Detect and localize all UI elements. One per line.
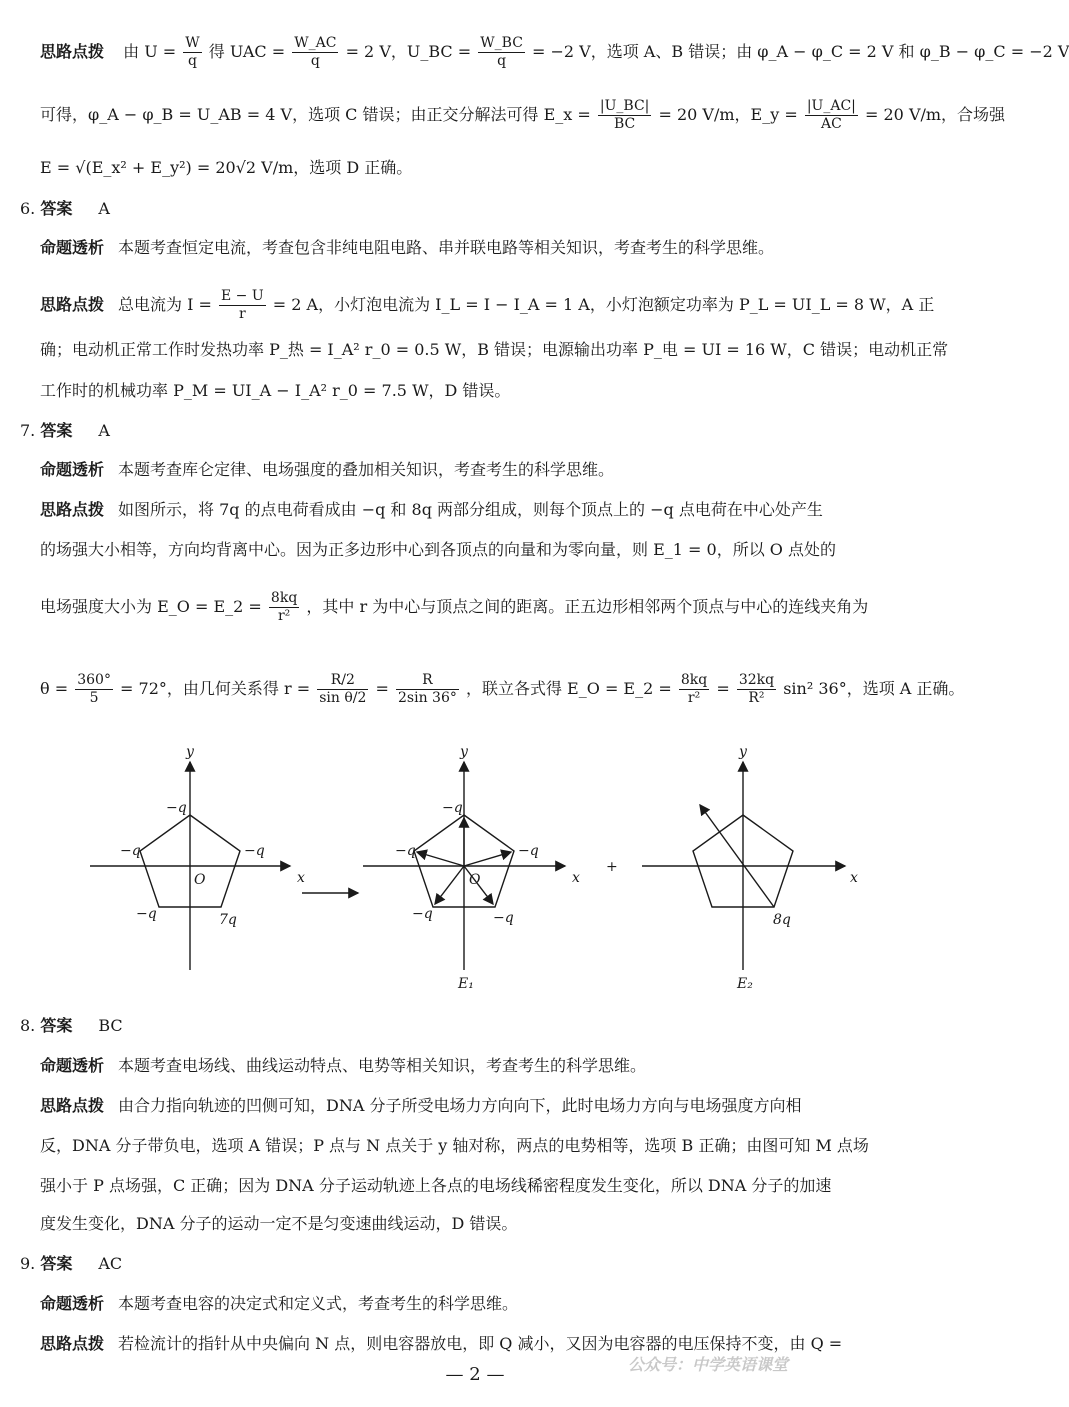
axis-label-x: x <box>297 870 305 886</box>
q8-solution-line-1: 思路点拨 由合力指向轨迹的凹侧可知，DNA 分子所受电场力方向向下，此时电场力方向与电场强度方向相 <box>40 1096 802 1115</box>
q8-solution-line-3: 强小于 P 点场强，C 正确；因为 DNA 分子运动轨迹上各点的电场线稀密程度发生变化，所以 DNA 分子的加速 <box>40 1176 832 1195</box>
charge-label: −q <box>120 843 141 859</box>
q6-solution-line-1: 思路点拨 总电流为 I = $\frac{E - U}{r}$ = 2 A，小灯泡电流为 I_L = I − I_A = 1 A，小灯泡额定功率为 P_L = UI_L = 8 W，A 正 <box>40 288 935 322</box>
field-vector <box>464 852 511 866</box>
fraction: $\frac{W}{q}$ <box>185 35 200 69</box>
e2-vector <box>700 805 774 907</box>
charge-label: −q <box>395 843 416 859</box>
fraction: $\frac{8kq}{\text{r²}}$ <box>270 590 298 624</box>
axis-label-x: x <box>572 870 580 886</box>
q7-solution-line-3: 电场强度大小为 E_O = E_2 = $\frac{8kq}{\text{r²}}$ ，其中 r 为中心与顶点之间的距离。正五边形相邻两个顶点与中心的连线夹角为 <box>40 590 869 624</box>
plus-sign: + <box>606 859 618 875</box>
q6-analysis: 命题透析 本题考查恒定电流，考查包含非纯电阻电路、串并联电路等相关知识，考查考生的科学思维。 <box>40 238 775 257</box>
field-vector <box>417 852 464 866</box>
q5-solution-line-3: E = √(E_x² + E_y²) = 20√2 V/m，选项 D 正确。 <box>40 158 413 177</box>
charge-label: −q <box>518 843 539 859</box>
watermark: 公众号：中学英语课堂 <box>628 1355 789 1374</box>
fraction: $\frac{360^\circ}{5}$ <box>77 672 111 706</box>
e2-label: E₂ <box>737 976 753 992</box>
field-vector <box>435 866 464 904</box>
fraction: $\frac{E - U}{r}$ <box>221 288 264 322</box>
fraction: $\frac{W\_AC}{q}$ <box>294 35 337 69</box>
charge-label: −q <box>166 800 187 816</box>
fraction: $\frac{W\_BC}{q}$ <box>480 35 523 69</box>
axis-label-y: y <box>739 744 747 760</box>
q9-solution-line-1: 思路点拨 若检流计的指针从中央偏向 N 点，则电容器放电，即 Q 减小，又因为电容器的电压保持不变，由 Q = <box>40 1334 843 1353</box>
fraction: $\frac{|U\_BC|}{BC}$ <box>599 98 650 132</box>
fraction: $\frac{R}{2\sin 36^\circ}$ <box>398 672 457 706</box>
charge-label: 7q <box>219 912 237 928</box>
origin-label: O <box>194 872 206 888</box>
fraction: $\frac{R/2}{\text{sin θ/2}}$ <box>319 672 367 706</box>
q7-solution-line-1: 思路点拨 如图所示，将 7q 的点电荷看成由 −q 和 8q 两部分组成，则每个顶点上的 −q 点电荷在中心处产生 <box>40 500 823 519</box>
q8-analysis: 命题透析 本题考查电场线、曲线运动特点、电势等相关知识，考查考生的科学思维。 <box>40 1056 647 1075</box>
origin-label: O <box>469 872 481 888</box>
e1-label: E₁ <box>458 976 474 992</box>
charge-label: −q <box>136 906 157 922</box>
q6-solution-line-2: 确；电动机正常工作时发热功率 P_热 = I_A² r_0 = 0.5 W，B 错误；电源输出功率 P_电 = UI = 16 W，C 错误；电动机正常 <box>40 340 949 359</box>
q8-answer: 8. 答案 BC <box>20 1016 123 1035</box>
charge-label: −q <box>412 906 433 922</box>
q7-solution-line-2: 的场强大小相等，方向均背离中心。因为正多边形中心到各顶点的向量和为零向量，则 E_1 = 0，所以 O 点处的 <box>40 540 836 559</box>
q7-answer: 7. 答案 A <box>20 421 110 440</box>
charge-label: −q <box>244 843 265 859</box>
q6-answer: 6. 答案 A <box>20 199 110 218</box>
q9-analysis: 命题透析 本题考查电容的决定式和定义式，考查考生的科学思维。 <box>40 1294 519 1313</box>
fraction: $\frac{8kq}{\text{r²}}$ <box>680 672 708 706</box>
q6-solution-line-3: 工作时的机械功率 P_M = UI_A − I_A² r_0 = 7.5 W，D 错误。 <box>40 381 511 400</box>
q5-solution-line-1: 思路点拨 由 U = $\frac{W}{q}$ 得 UAC = $\frac{W\_AC}{q}$ = 2 V，U_BC = $\frac{W\_BC}{q}$ = −2 V，选项 A、B 错误；由 φ_A − φ_C = 2 V 和 φ_B − φ_C = −2 V <box>40 35 1069 69</box>
q7-analysis: 命题透析 本题考查库仑定律、电场强度的叠加相关知识，考查考生的科学思维。 <box>40 460 615 479</box>
q5-solution-line-2: 可得，φ_A − φ_B = U_AB = 4 V，选项 C 错误；由正交分解法可得 E_x = $\frac{|U\_BC|}{BC}$ = 20 V/m，E_y = $\frac{|U\_AC|}{AC}$ = 20 V/m，合场强 <box>40 98 1006 132</box>
q8-solution-line-4: 度发生变化，DNA 分子的运动一定不是匀变速曲线运动，D 错误。 <box>40 1214 518 1233</box>
fraction: $\frac{32kq}{\text{R²}}$ <box>738 672 775 706</box>
charge-label: −q <box>442 800 463 816</box>
q7-solution-line-4: θ = $\frac{360^\circ}{5}$ = 72°，由几何关系得 r = $\frac{R/2}{\text{sin θ/2}}$ = $\frac{R}{2\sin 36^\circ}$ ，联立各式得 E_O = E_2 = $\frac{8kq}{\text{r²}}$ = $\frac{32kq}{\text{R²}}$ sin² 36°，选项 A 正确。 <box>40 672 965 706</box>
axis-label-y: y <box>460 744 468 760</box>
charge-label: −q <box>493 910 514 926</box>
fraction: $\frac{|U\_AC|}{AC}$ <box>806 98 856 132</box>
q9-answer: 9. 答案 AC <box>20 1254 123 1273</box>
page-number: — 2 — <box>445 1364 505 1385</box>
axis-label-y: y <box>186 744 194 760</box>
axis-label-x: x <box>850 870 858 886</box>
q8-solution-line-2: 反，DNA 分子带负电，选项 A 错误；P 点与 N 点关于 y 轴对称，两点的电势相等，选项 B 正确；由图可知 M 点场 <box>40 1136 869 1155</box>
charge-label: 8q <box>773 912 791 928</box>
